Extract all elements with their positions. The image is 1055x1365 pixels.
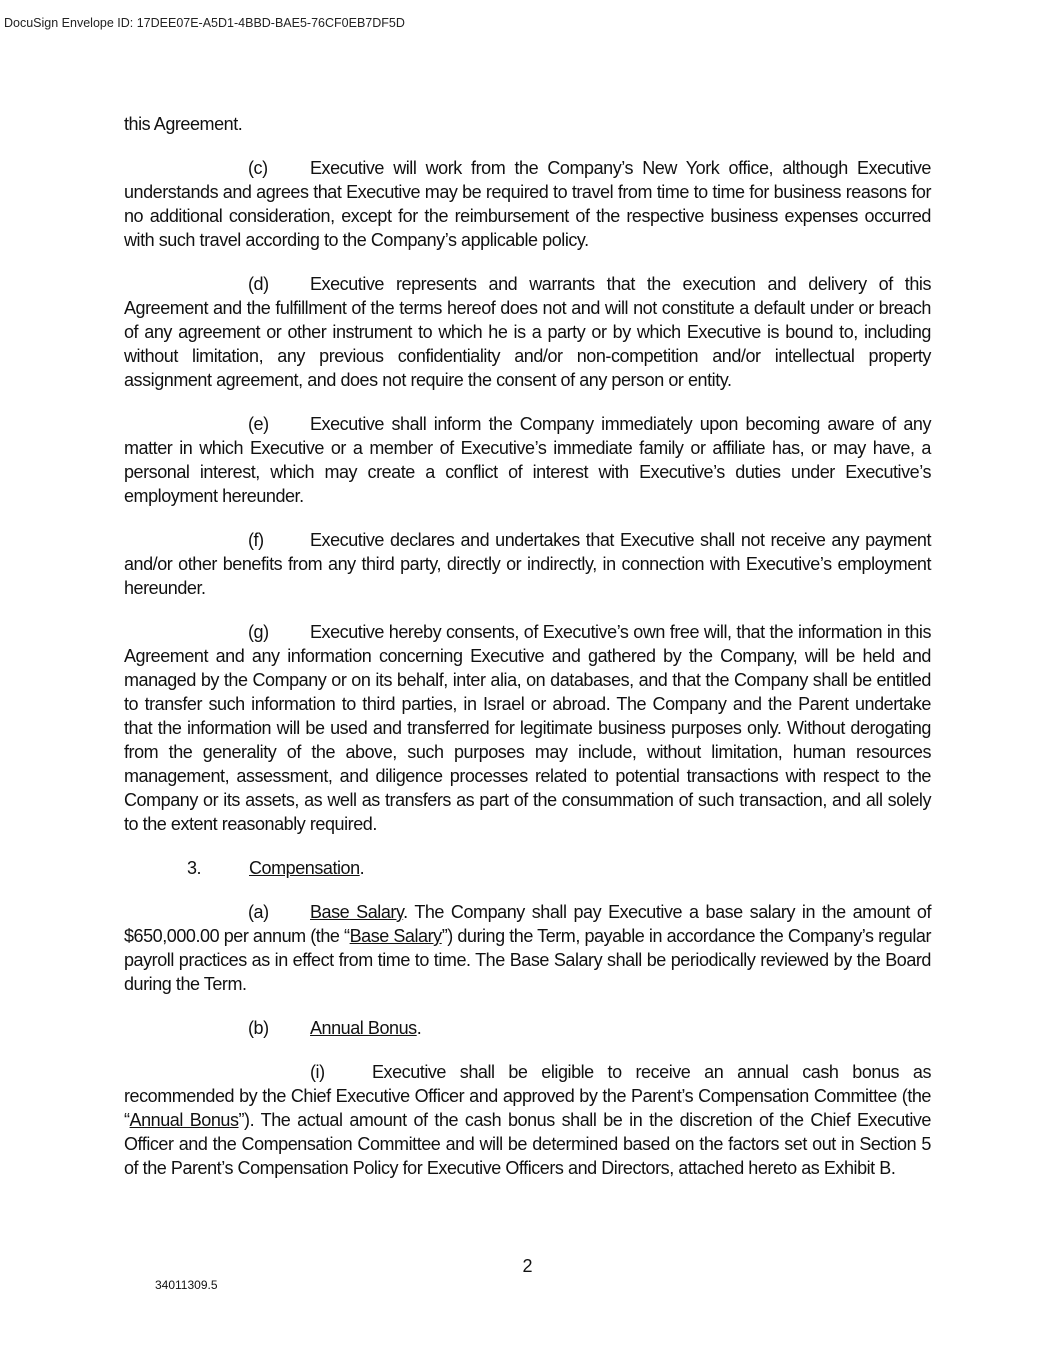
paragraph-e-label: (e) xyxy=(248,414,269,434)
paragraph-3a xyxy=(124,900,931,996)
paragraph-3b-title: Annual Bonus xyxy=(310,1018,417,1038)
paragraph-g-text: Executive hereby consents, of Executive’s own free will, that the information in this Agreement and any information concerning Executive and gathered by the Company, will be held and managed by the Company or on its behalf, inter alia, on databases, and that the Company shall be entitled to transfer such information to third parties, in Israel or abroad. The Company and the Parent undertake that the information will be used and transferred for legitimate business purposes only. Without derogating from the generality of the above, such purposes may include, without limitation, human resources management, assessment, and diligence processes related to potential transactions with respect to the Company or its assets, as well as transfers as part of the consummation of such transaction, and all solely to the extent reasonably required. xyxy=(124,622,931,834)
page-number: 2 xyxy=(522,1256,533,1276)
paragraph-d-label: (d) xyxy=(248,274,269,294)
paragraph-3a-heading: Base Salary xyxy=(310,902,404,922)
docusign-envelope-id: DocuSign Envelope ID: 17DEE07E-A5D1-4BBD-BAE5-76CF0EB7DF5D xyxy=(4,16,405,30)
defined-term-annual-bonus: Annual Bonus xyxy=(129,1110,239,1130)
paragraph-d-text: Executive represents and warrants that the execution and delivery of this Agreement and the fulfillment of the terms hereof does not and will not constitute a default under or breach of any agreement or other instrument to which he is a party or by which Executive is bound to, including without limitation, any previous confidentiality and/or non-competition and/or intellectual property assignment agreement, and does not require the consent of any person or entity. xyxy=(124,274,931,390)
section-3-number: 3. xyxy=(187,858,202,878)
paragraph-c xyxy=(124,156,931,252)
paragraph-d xyxy=(124,272,931,392)
section-3-heading xyxy=(124,856,931,880)
paragraph-c-text: Executive will work from the Company’s New York office, although Executive understands and agrees that Executive may be required to travel from time to time for business reasons for no additional consideration, except for the reimbursement of the respective business expenses occurred with such travel according to the Company’s applicable policy. xyxy=(124,158,931,250)
document-body xyxy=(124,112,931,1200)
paragraph-3b-i xyxy=(124,1060,931,1180)
paragraph-3b-title-period: . xyxy=(416,1018,422,1038)
section-3-title: Compensation xyxy=(249,858,360,878)
section-3-title-period: . xyxy=(359,858,365,878)
paragraph-3a-text-2: ”) during the Term, payable in accordance the Company’s regular payroll practices as in effect from time to time. The Base Salary shall be periodically reviewed by the Board during the Term. xyxy=(124,926,931,994)
document-id: 34011309.5 xyxy=(155,1278,218,1292)
paragraph-3b-i-text-2: ”). The actual amount of the cash bonus shall be in the discretion of the Chief Executive Officer and the Compensation Committee and will be determined based on the factors set out in Section 5 of the Parent’s Compensation Policy for Executive Officers and Directors, attached hereto as Exhibit B. xyxy=(124,1110,931,1178)
paragraph-g-label: (g) xyxy=(248,622,269,642)
defined-term-base-salary: Base Salary xyxy=(349,926,442,946)
paragraph-3b-i-label: (i) xyxy=(310,1062,325,1082)
paragraph-3a-label: (a) xyxy=(248,902,269,922)
paragraph-f xyxy=(124,528,931,600)
paragraph-3b-heading xyxy=(124,1016,931,1040)
intro-fragment: this Agreement. xyxy=(124,114,243,134)
paragraph-e-text: Executive shall inform the Company immediately upon becoming aware of any matter in which Executive or a member of Executive’s immediate family or affiliate has, or may have, a personal interest, which may create a conflict of interest with Executive’s duties under Executive’s employment hereunder. xyxy=(124,414,931,506)
paragraph-f-label: (f) xyxy=(248,530,264,550)
paragraph-3a-text-1: . The Company shall pay Executive a base salary in the amount of $650,000.00 per annum (the “ xyxy=(124,902,931,946)
paragraph-g xyxy=(124,620,931,836)
paragraph-3b-label: (b) xyxy=(248,1018,269,1038)
paragraph-3b-i-text-1: Executive shall be eligible to receive an annual cash bonus as recommended by the Chief Executive Officer and approved by the Parent’s Compensation Committee (the “ xyxy=(124,1062,931,1130)
paragraph-f-text: Executive declares and undertakes that Executive shall not receive any payment and/or other benefits from any third party, directly or indirectly, in connection with Executive’s employment hereunder. xyxy=(124,530,931,598)
paragraph-c-label: (c) xyxy=(248,158,268,178)
paragraph-e xyxy=(124,412,931,508)
